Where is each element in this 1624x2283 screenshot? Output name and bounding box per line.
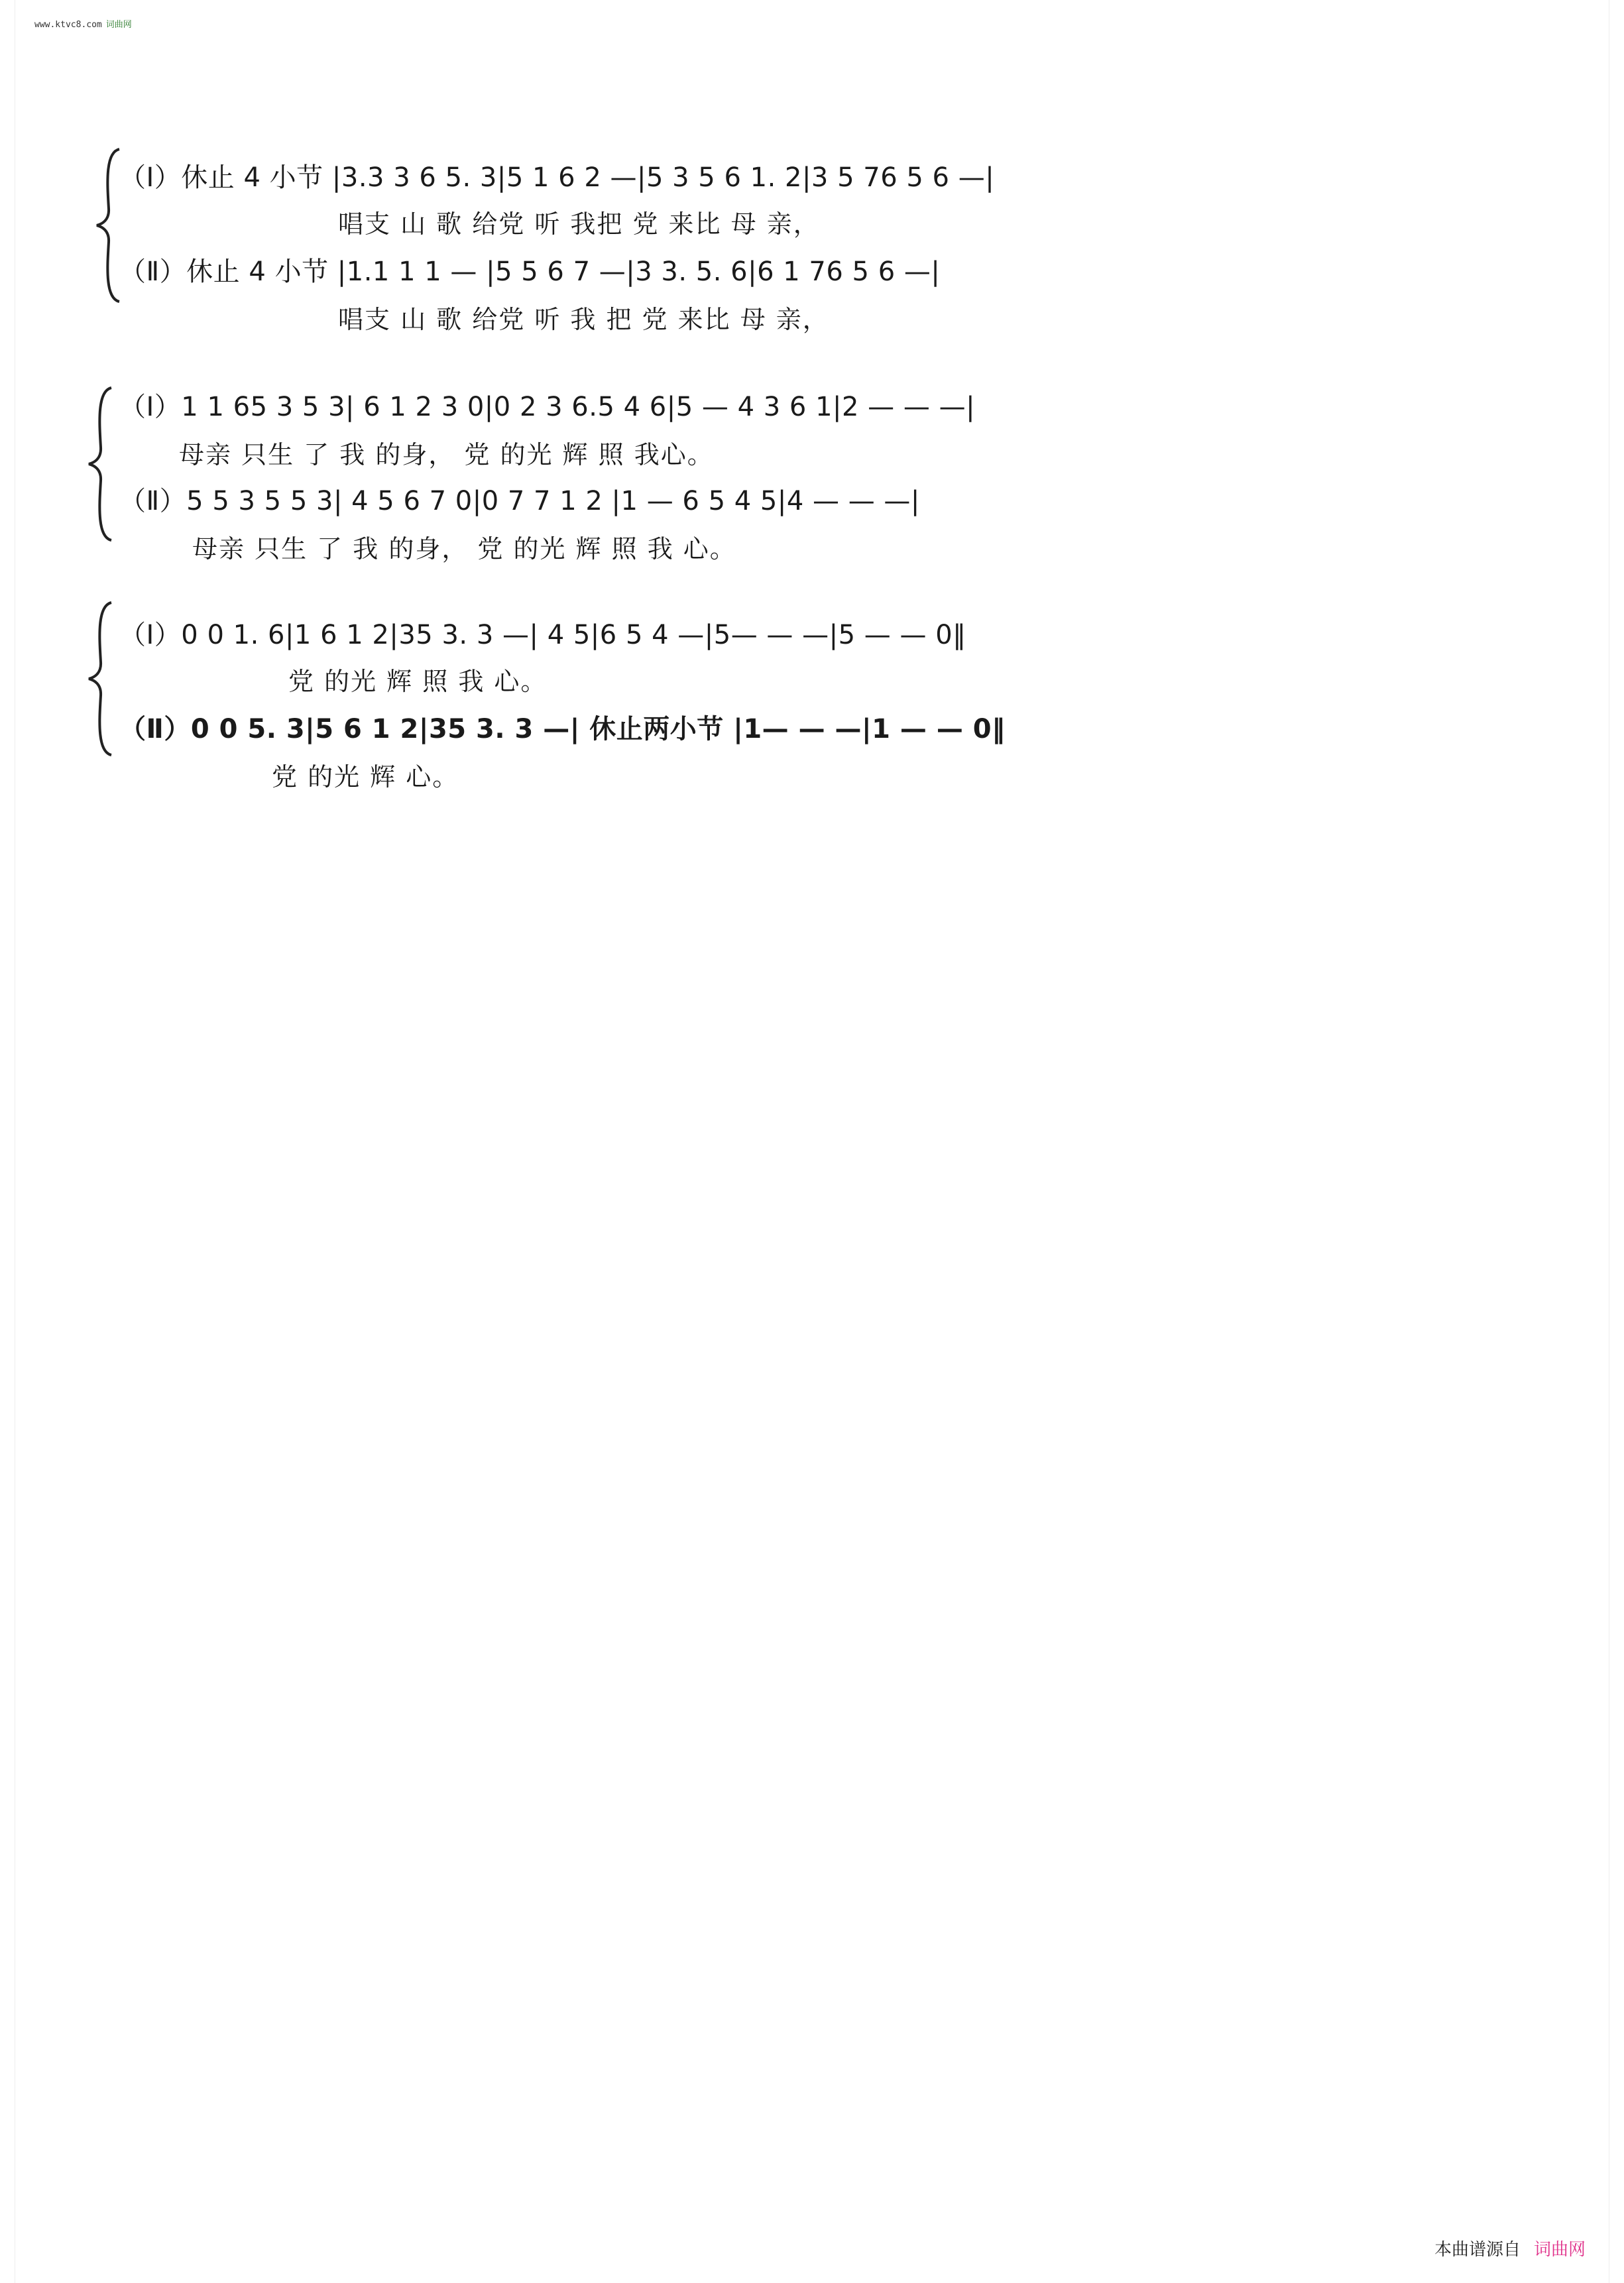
part-2-lyrics: 唱支 山 歌 给党 听 我 把 党 来比 母 亲， [338,305,829,334]
part-2-notes: （Ⅱ）5 5 3 5 5 3| 4 5 6 7 0|0 7 7 1 2 |1 — 6 5 4 5|4 — — —| [119,486,920,516]
part-1-notes: （Ⅰ）休止 4 小节 |3.3 3 6 5. 3|5 1 6 2 —|5 3 5 6 1. 2|3 5 76 5 6 —| [119,162,995,193]
brace-icon [85,599,118,758]
footer-brand-link[interactable]: 词曲网 [1533,2240,1586,2260]
score-system-2 [0,371,1624,570]
part-1-notes: （Ⅰ）0 0 1. 6|1 6 1 2|35 3. 3 —| 4 5|6 5 4 —|5— — —|5 — — 0‖ [119,620,966,650]
score-system-3 [0,597,1624,809]
part-2-notes: （Ⅱ）休止 4 小节 |1.1 1 1 — |5 5 6 7 —|3 3. 5. 6|6 1 76 5 6 —| [119,257,941,287]
part-1-lyrics: 党 的光 辉 照 我 心。 [288,667,548,696]
part-2-notes: （Ⅱ）0 0 5. 3|5 6 1 2|35 3. 3 —| 休止两小节 |1— — —|1 — — 0‖ [119,714,1006,744]
part-1-notes: （Ⅰ）1 1 65 3 5 3| 6 1 2 3 0|0 2 3 6.5 4 6|5 — 4 3 6 1|2 — — —| [119,392,976,422]
brace-icon [85,384,118,544]
left-margin-strip [0,0,15,2283]
part-1-lyrics: 唱支 山 歌 给党 听 我把 党 来比 母 亲， [338,209,820,239]
footer-source-label: 本曲谱源自 [1434,2240,1521,2260]
right-margin-strip [1609,0,1624,2283]
part-2-lyrics: 母亲 只生 了 我 的身， 党 的光 辉 照 我 心。 [192,534,736,563]
page-header [34,17,132,30]
page-footer [1434,2236,1586,2260]
header-site: 词曲网 [105,20,132,30]
part-2-lyrics: 党 的光 辉 心。 [272,762,459,791]
score-system-1 [0,139,1624,334]
part-1-lyrics: 母亲 只生 了 我 的身， 党 的光 辉 照 我心。 [179,440,714,469]
header-url: www.ktvc8.com [34,20,102,30]
